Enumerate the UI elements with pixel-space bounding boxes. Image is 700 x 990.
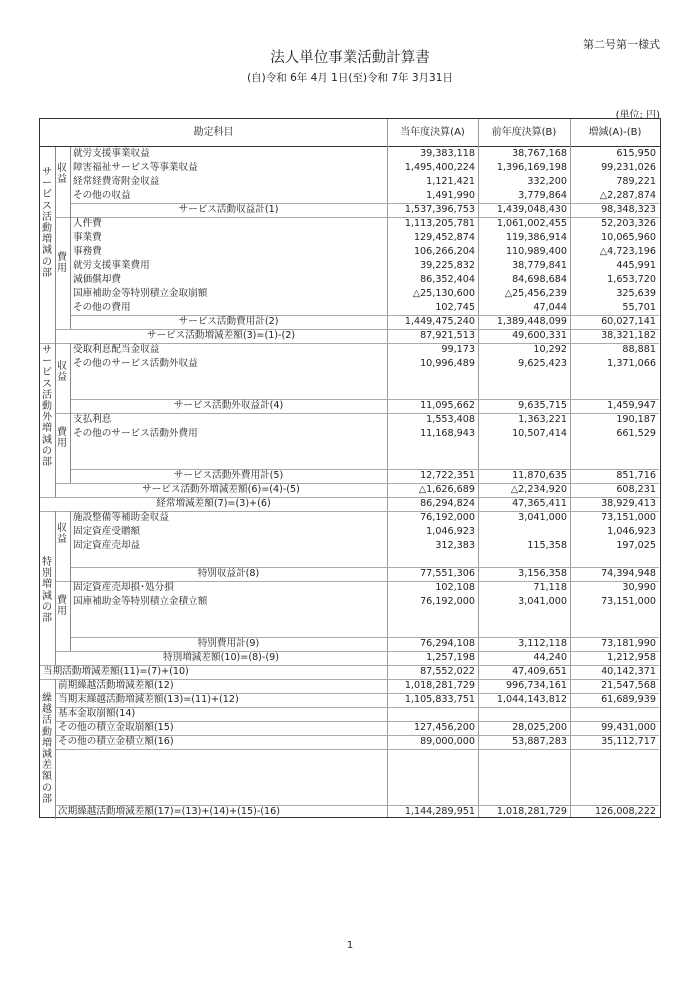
previous-value: 9,625,423: [518, 358, 567, 369]
account-label: 減価償却費: [73, 274, 121, 285]
account-label: 次期繰越活動増減差額(17)=(13)+(14)+(15)-(16): [58, 806, 280, 817]
form-number: 第二号第一様式: [583, 38, 660, 51]
table-row: [40, 287, 659, 301]
account-label: その他のサービス活動外費用: [73, 428, 198, 439]
previous-value: 1,044,143,812: [496, 694, 567, 705]
account-label: 事務費: [73, 246, 102, 257]
activity-statement-table: [39, 118, 661, 818]
table-row: [40, 329, 659, 343]
previous-value: 996,734,161: [505, 680, 567, 691]
previous-value: 53,887,283: [512, 736, 567, 747]
current-value: 86,294,824: [420, 498, 475, 509]
current-value: 312,383: [435, 540, 475, 551]
table-row: [40, 413, 659, 427]
account-label: 経常増減差額(7)=(3)+(6): [156, 498, 271, 509]
current-value: 76,192,000: [420, 596, 475, 607]
change-value: 61,689,939: [601, 694, 656, 705]
current-value: 1,495,400,224: [404, 162, 475, 173]
header-account: 勘定科目: [40, 119, 387, 147]
previous-value: 119,386,914: [505, 232, 567, 243]
table-row: [40, 525, 659, 539]
change-value: 10,065,960: [601, 232, 656, 243]
account-label: その他のサービス活動外収益: [73, 358, 198, 369]
change-value: 98,348,323: [601, 204, 656, 215]
change-value: 197,025: [616, 540, 656, 551]
account-label: サービス活動外費用計(5): [173, 470, 284, 481]
account-label: 基本金取崩額(14): [58, 708, 136, 719]
change-value: 325,639: [616, 288, 656, 299]
previous-value: 71,118: [533, 582, 567, 593]
page-number: 1: [346, 940, 354, 951]
change-value: 1,046,923: [607, 526, 656, 537]
subsection-revenue: 収益: [57, 523, 67, 546]
account-label: サービス活動収益計(1): [178, 204, 279, 215]
change-value: 1,653,720: [607, 274, 656, 285]
account-label: 障害福祉サービス等事業収益: [73, 162, 198, 173]
previous-value: 3,156,358: [518, 568, 567, 579]
current-value: 99,173: [441, 344, 475, 355]
change-value: 73,151,000: [601, 512, 656, 523]
current-value: 39,225,832: [420, 260, 475, 271]
table-row: [40, 147, 659, 161]
table-row: [40, 595, 659, 609]
table-row: [40, 651, 659, 665]
header-change: 増減(A)-(B): [570, 119, 660, 147]
change-value: 73,181,990: [601, 638, 656, 649]
current-value: 12,722,351: [420, 470, 475, 481]
document-title: 法人単位事業活動計算書: [270, 50, 430, 66]
change-value: 30,990: [622, 582, 656, 593]
account-label: 就労支援事業収益: [73, 148, 150, 159]
header-previous: 前年度決算(B): [478, 119, 570, 147]
header-current: 当年度決算(A): [387, 119, 478, 147]
account-label: 人件費: [73, 218, 102, 229]
subsection-expense: 費用: [57, 595, 67, 618]
change-value: 99,231,026: [601, 162, 656, 173]
current-value: 1,121,421: [426, 176, 475, 187]
previous-value: 44,240: [533, 652, 567, 663]
change-value: 73,151,000: [601, 596, 656, 607]
account-label: 就労支援事業費用: [73, 260, 150, 271]
previous-value: 3,112,118: [518, 638, 567, 649]
account-label: 受取利息配当金収益: [73, 344, 160, 355]
table-row: [40, 707, 659, 721]
account-label: 特別収益計(8): [197, 568, 260, 579]
subsection-expense: 費用: [57, 427, 67, 450]
table-row: [40, 189, 659, 203]
table-row: [40, 539, 659, 553]
table-row: [40, 175, 659, 189]
table-row: [40, 805, 659, 819]
account-label: 固定資産売却益: [73, 540, 141, 551]
table-row: [40, 735, 659, 749]
previous-value: 11,870,635: [512, 470, 567, 481]
current-value: 1,144,289,951: [404, 806, 475, 817]
current-value: 1,105,833,751: [404, 694, 475, 705]
previous-value: △25,456,239: [504, 288, 567, 299]
table-row: [40, 721, 659, 735]
previous-value: 28,025,200: [512, 722, 567, 733]
previous-value: 38,779,841: [512, 260, 567, 271]
table-row: [40, 315, 659, 329]
table-row: [40, 469, 659, 483]
table-row: [40, 245, 659, 259]
previous-value: 1,396,169,198: [496, 162, 567, 173]
account-label: サービス活動外収益計(4): [173, 400, 284, 411]
current-value: 1,537,396,753: [404, 204, 475, 215]
current-value: 10,996,489: [420, 358, 475, 369]
table-row: [40, 581, 659, 595]
change-value: 1,212,958: [607, 652, 656, 663]
account-label: 経常経費寄附金収益: [73, 176, 160, 187]
table-row: [40, 231, 659, 245]
current-value: 1,113,205,781: [404, 218, 475, 229]
change-value: 74,394,948: [601, 568, 656, 579]
table-row: [40, 203, 659, 217]
account-label: 固定資産受贈額: [73, 526, 141, 537]
previous-value: 38,767,168: [512, 148, 567, 159]
account-label: サービス活動外増減差額(6)=(4)-(5): [142, 484, 300, 495]
table-row: [40, 427, 659, 441]
account-label: 当期末繰越活動増減差額(13)=(11)+(12): [58, 694, 239, 705]
current-value: 76,192,000: [420, 512, 475, 523]
current-value: 1,449,475,240: [404, 316, 475, 327]
previous-value: 49,600,331: [512, 330, 567, 341]
previous-value: 3,779,864: [518, 190, 567, 201]
current-value: 11,168,943: [420, 428, 475, 439]
table-row: [40, 161, 659, 175]
current-value: 127,456,200: [413, 722, 475, 733]
account-label: 固定資産売却損･処分損: [73, 582, 174, 593]
row-divider: [55, 749, 659, 750]
change-value: 55,701: [622, 302, 656, 313]
table-row: [40, 259, 659, 273]
account-label: 前期繰越活動増減差額(12): [58, 680, 174, 691]
current-value: 77,551,306: [420, 568, 475, 579]
current-value: 1,046,923: [426, 526, 475, 537]
current-value: 11,095,662: [420, 400, 475, 411]
previous-value: 1,389,448,099: [496, 316, 567, 327]
current-value: 106,266,204: [413, 246, 475, 257]
change-value: 661,529: [616, 428, 656, 439]
previous-value: 332,200: [527, 176, 567, 187]
table-row: [40, 693, 659, 707]
current-value: 102,108: [435, 582, 475, 593]
account-label: その他の積立金取崩額(15): [58, 722, 174, 733]
change-value: 608,231: [616, 484, 656, 495]
change-value: △2,287,874: [599, 190, 656, 201]
section-title-nonservice: サービス活動外増減の部: [42, 345, 52, 469]
section-title-special: 特別増減の部: [42, 557, 52, 625]
previous-value: 47,365,411: [512, 498, 567, 509]
current-value: 87,552,022: [420, 666, 475, 677]
change-value: 88,881: [622, 344, 656, 355]
account-label: 国庫補助金等特別積立金取崩額: [73, 288, 208, 299]
section-title-service: サービス活動増減の部: [42, 167, 52, 279]
current-value: 1,257,198: [426, 652, 475, 663]
table-row: [40, 497, 659, 511]
table-row: [40, 679, 659, 693]
previous-value: 84,698,684: [512, 274, 567, 285]
previous-value: △2,234,920: [510, 484, 567, 495]
current-value: △1,626,689: [418, 484, 475, 495]
previous-value: 3,041,000: [518, 512, 567, 523]
current-value: △25,130,600: [412, 288, 475, 299]
table-row: [40, 399, 659, 413]
subsection-revenue: 収益: [57, 361, 67, 384]
change-value: 126,008,222: [594, 806, 656, 817]
account-label: 支払利息: [73, 414, 112, 425]
previous-value: 47,044: [533, 302, 567, 313]
current-value: 86,352,404: [420, 274, 475, 285]
change-value: 38,321,182: [601, 330, 656, 341]
change-value: 190,187: [616, 414, 656, 425]
account-label: 当期活動増減差額(11)=(7)+(10): [43, 666, 189, 677]
change-value: △4,723,196: [599, 246, 656, 257]
previous-value: 3,041,000: [518, 596, 567, 607]
change-value: 60,027,141: [601, 316, 656, 327]
table-row: [40, 273, 659, 287]
unit-label: (単位: 円): [615, 110, 660, 121]
table-row: [40, 343, 659, 357]
account-label: サービス活動増減差額(3)=(1)-(2): [146, 330, 296, 341]
change-value: 52,203,326: [601, 218, 656, 229]
change-value: 615,950: [616, 148, 656, 159]
change-value: 1,459,947: [607, 400, 656, 411]
current-value: 129,452,874: [413, 232, 475, 243]
change-value: 789,221: [616, 176, 656, 187]
account-label: サービス活動費用計(2): [178, 316, 279, 327]
current-value: 1,018,281,729: [404, 680, 475, 691]
table-row: [40, 301, 659, 315]
change-value: 21,547,568: [601, 680, 656, 691]
table-row: [40, 357, 659, 371]
previous-value: 110,989,400: [505, 246, 567, 257]
previous-value: 115,358: [527, 540, 567, 551]
change-value: 38,929,413: [601, 498, 656, 509]
table-row: [40, 217, 659, 231]
account-label: 特別費用計(9): [197, 638, 260, 649]
change-value: 99,431,000: [601, 722, 656, 733]
account-label: その他の収益: [73, 190, 131, 201]
current-value: 76,294,108: [420, 638, 475, 649]
previous-value: 1,363,221: [518, 414, 567, 425]
previous-value: 47,409,651: [512, 666, 567, 677]
previous-value: 1,018,281,729: [496, 806, 567, 817]
change-value: 851,716: [616, 470, 656, 481]
subsection-expense: 費用: [57, 252, 67, 275]
table-row: [40, 567, 659, 581]
current-value: 102,745: [435, 302, 475, 313]
current-value: 89,000,000: [420, 736, 475, 747]
section-title-carryover: 繰越活動増減差額の部: [42, 693, 52, 805]
previous-value: 10,507,414: [512, 428, 567, 439]
subsection-revenue: 収益: [57, 163, 67, 186]
account-label: 施設整備等補助金収益: [73, 512, 169, 523]
account-label: その他の費用: [73, 302, 131, 313]
change-value: 1,371,066: [607, 358, 656, 369]
current-value: 1,553,408: [426, 414, 475, 425]
previous-value: 10,292: [533, 344, 567, 355]
account-label: 特別増減差額(10)=(8)-(9): [163, 652, 279, 663]
table-row: [40, 637, 659, 651]
previous-value: 9,635,715: [518, 400, 567, 411]
current-value: 1,491,990: [426, 190, 475, 201]
table-row: [40, 483, 659, 497]
account-label: 国庫補助金等特別積立金積立額: [73, 596, 208, 607]
previous-value: 1,439,048,430: [496, 204, 567, 215]
table-row: [40, 511, 659, 525]
table-row: [40, 665, 659, 679]
change-value: 35,112,717: [601, 736, 656, 747]
previous-value: 1,061,002,455: [496, 218, 567, 229]
current-value: 87,921,513: [420, 330, 475, 341]
change-value: 40,142,371: [601, 666, 656, 677]
current-value: 39,383,118: [420, 148, 475, 159]
change-value: 445,991: [616, 260, 656, 271]
account-label: 事業費: [73, 232, 102, 243]
fiscal-period: (自)令和 6年 4月 1日(至)令和 7年 3月31日: [247, 72, 453, 84]
account-label: その他の積立金積立額(16): [58, 736, 174, 747]
